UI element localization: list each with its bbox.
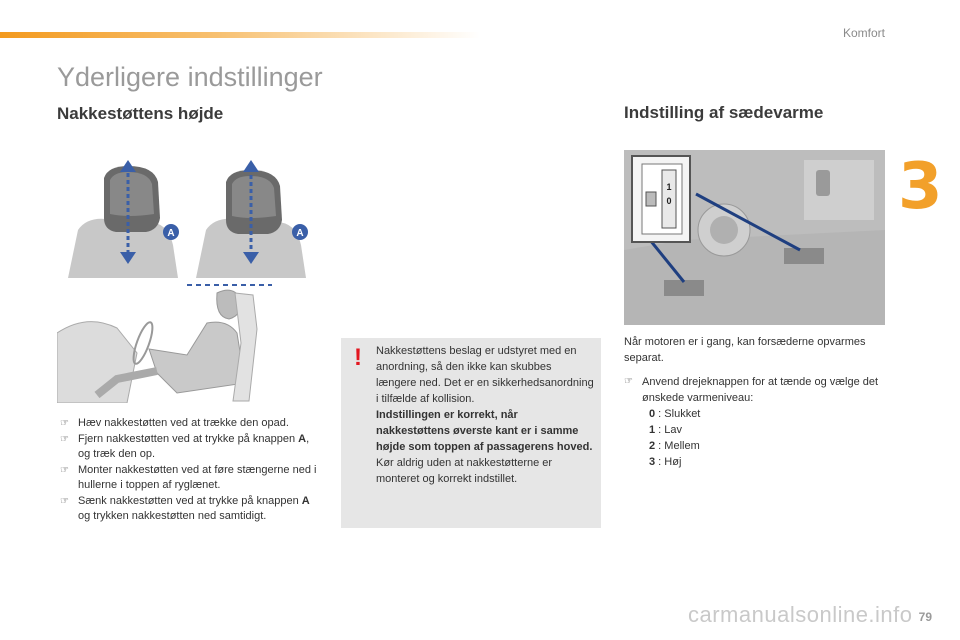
level-num: 0: [649, 408, 656, 420]
list-item: [649, 422, 879, 438]
list-item: [649, 438, 879, 454]
list-item: [649, 454, 879, 470]
warning-box: [341, 338, 601, 528]
warning-text: [376, 343, 594, 487]
callout-label-a: A: [167, 228, 175, 239]
level-num: 1: [649, 424, 656, 436]
bullet-text: Fjern nakkestøtten ved at trykke på knappen: [78, 432, 299, 445]
level-label: : Mellem: [655, 440, 700, 452]
seat-heating-heading: Indstilling af sædevarme: [624, 103, 824, 122]
level-label: : Slukket: [655, 408, 701, 420]
dial-mark-1: 1: [666, 182, 672, 192]
callout-label-a: A: [296, 228, 304, 239]
bullet-arrow-icon: ☞: [60, 433, 69, 445]
bullet-text: Anvend drejeknappen for at tænde og vælge det ønskede varmeniveau:: [642, 376, 879, 404]
heat-levels: [649, 406, 879, 470]
bullet-arrow-icon: ☞: [60, 495, 69, 507]
header-accent-bar: [0, 32, 480, 38]
headrest-instructions: [60, 416, 322, 525]
bullet-text-after: , og træk den op.: [78, 432, 310, 460]
watermark: carmanualsonline.info: [688, 602, 913, 627]
warning-intro: Nakkestøttens beslag er udstyret med en anordning, så den ikke kan skubbes længere ned. Det er en sikkerhedsanordning i tilfælde af kollision.: [376, 345, 594, 405]
bullet-arrow-icon: ☞: [60, 418, 69, 429]
bullet-text: Monter nakkestøtten ved at føre stængerne ned i hullerne i toppen af ryglænet.: [78, 463, 317, 491]
level-label: : Lav: [655, 424, 683, 436]
level-num: 3: [649, 456, 656, 468]
level-label: : Høj: [655, 456, 682, 468]
seat-heating-text: [624, 334, 879, 470]
headrest-illustration-2: [196, 160, 316, 278]
bullet-text-after: og trykken nakkestøtten ned samtidigt.: [78, 510, 267, 522]
bullet-bold: A: [298, 432, 307, 445]
level-num: 2: [649, 440, 656, 452]
driver-position-illustration: [57, 283, 277, 403]
list-item: [649, 406, 879, 422]
warning-outro: Kør aldrig uden at nakkestøtterne er monteret og korrekt indstillet.: [376, 457, 553, 485]
list-item: [60, 416, 322, 432]
warning-bold: Indstillingen er korrekt, når nakkestøttens øverste kant er i samme højde som toppen af passagerens hoved.: [376, 409, 593, 453]
list-item: [60, 432, 322, 463]
list-item: [60, 494, 322, 525]
seat-heating-illustration: [624, 150, 885, 325]
chapter-number: 3: [898, 150, 943, 224]
headrest-illustration-1: [68, 160, 188, 278]
section-name: Komfort: [842, 26, 885, 40]
page-title: Yderligere indstillinger: [57, 62, 323, 92]
headrest-heading: Nakkestøttens højde: [57, 104, 224, 123]
page-number: 79: [918, 610, 932, 624]
bullet-text: Hæv nakkestøtten ved at trække den opad.: [78, 417, 289, 429]
bullet-text: Sænk nakkestøtten ved at trykke på knappen: [78, 494, 302, 507]
dial-mark-0: 0: [666, 196, 672, 206]
list-item: [60, 463, 322, 494]
warning-icon: !: [354, 344, 362, 371]
bullet-bold: A: [301, 494, 310, 507]
bullet-arrow-icon: ☞: [624, 376, 633, 387]
list-item: [624, 374, 879, 406]
seat-heating-intro: Når motoren er i gang, kan forsæderne opvarmes separat.: [624, 336, 866, 364]
bullet-arrow-icon: ☞: [60, 464, 69, 476]
